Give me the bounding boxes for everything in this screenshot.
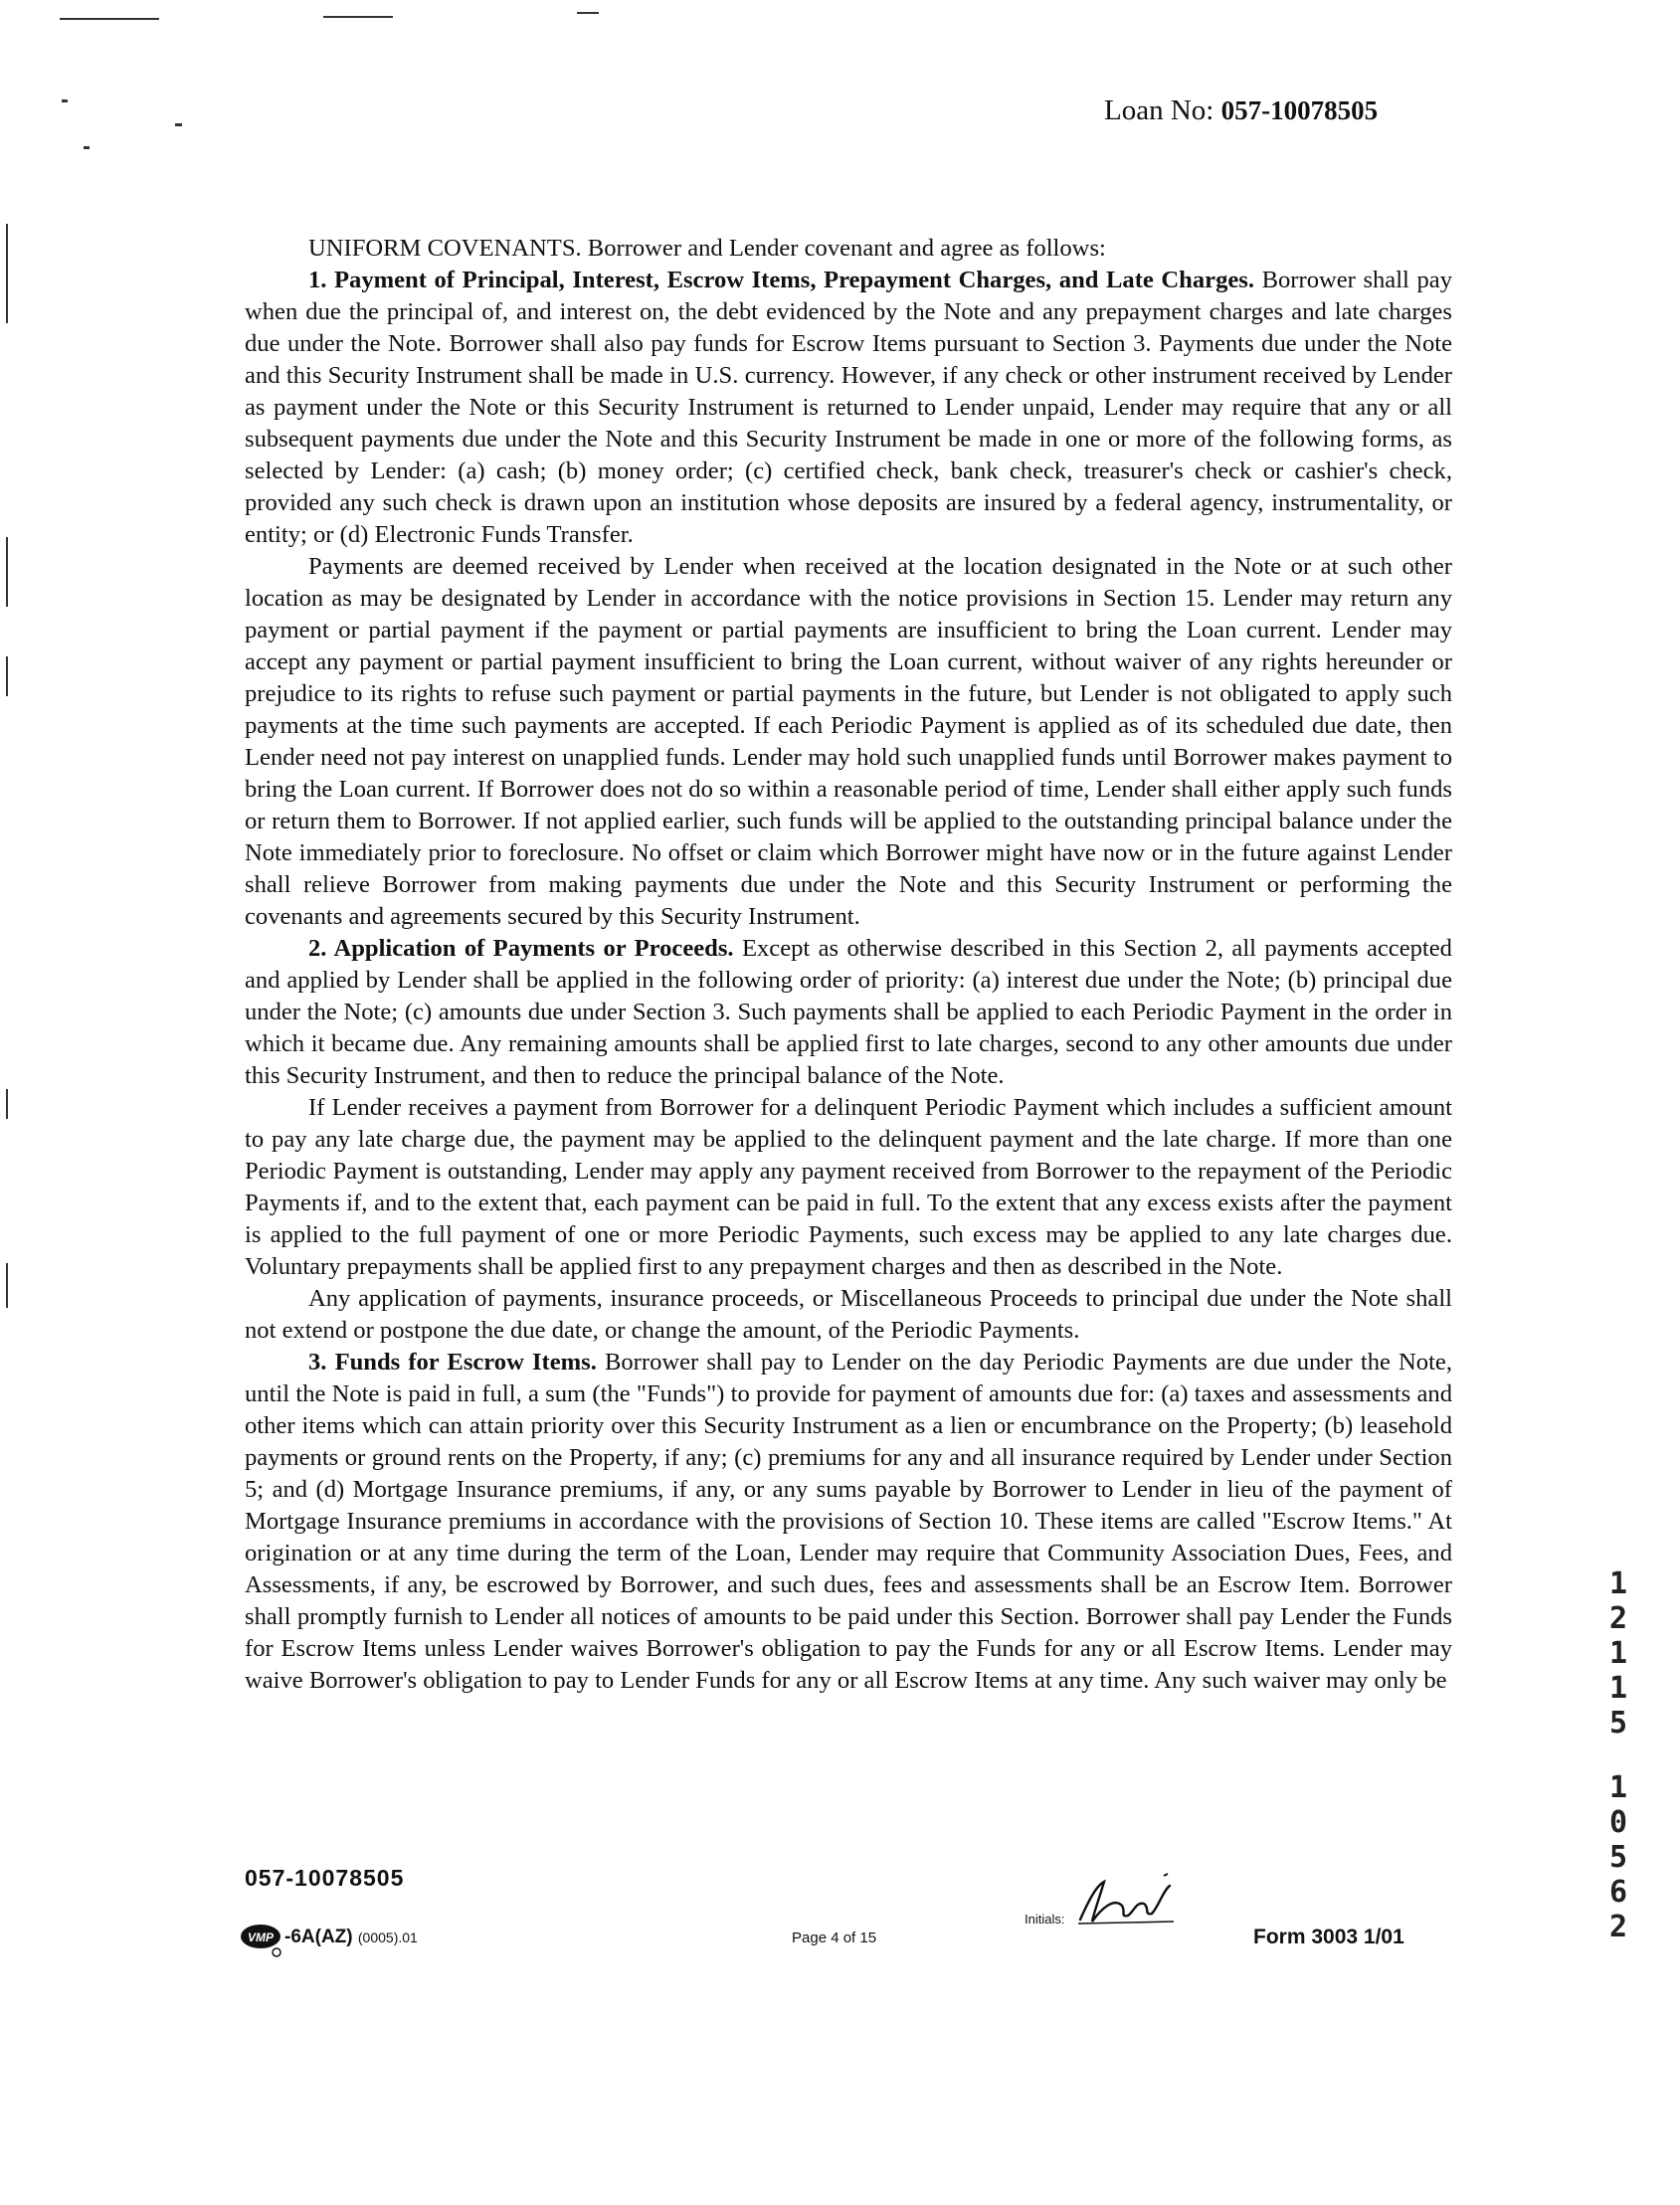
section-2-paragraph-3: Any application of payments, insurance proceeds, or Miscellaneous Proceeds to principal due under the Note shall not extend or postpone the due date, or change the amount, of the Periodic Payments. (245, 1285, 1452, 1344)
side-stamp-lower (1603, 1770, 1633, 1944)
section-3-paragraph (245, 1347, 1452, 1697)
stamp-digit: 0 (1608, 1805, 1628, 1840)
initials-signature (1074, 1872, 1184, 1928)
section-2-heading: 2. Application of Payments or Proceeds. (308, 935, 734, 962)
scan-artifact-line (60, 18, 159, 20)
side-stamp-upper (1603, 1566, 1633, 1741)
scan-artifact-line (323, 16, 393, 18)
section-2-paragraph (245, 933, 1452, 1092)
uniform-covenants-intro: UNIFORM COVENANTS. Borrower and Lender covenant and agree as follows: (308, 235, 1106, 262)
section-3-heading: 3. Funds for Escrow Items. (308, 1349, 597, 1376)
form-number: Form 3003 1/01 (1253, 1926, 1404, 1948)
stamp-digit: 2 (1608, 1910, 1628, 1944)
scan-artifact-dot (84, 146, 90, 149)
scan-artifact-line (6, 1089, 8, 1119)
stamp-digit: 1 (1608, 1671, 1628, 1706)
section-1-text: Borrower shall pay when due the principal of, and interest on, the debt evidenced by the Note and any prepayment charges and late charges due under the Note. Borrower shall also pay funds for Escrow Items pursuant to Section 3. Payments due under the Note and this Security Instrument shall be made in U.S. currency. However, if any check or other instrument received by Lender as payment under the Note or this Security Instrument is returned to Lender unpaid, Lender may require that any or all subsequent payments due under the Note and this Security Instrument be made in one or more of the following forms, as selected by Lender: (a) cash; (b) money order; (c) certified check, bank check, treasurer's check or cashier's check, provided any such check is drawn upon an institution whose deposits are insured by a federal agency, instrumentality, or entity; or (d) Electronic Funds Transfer. (245, 267, 1452, 548)
scan-artifact-line (577, 12, 599, 14)
page-number: Page 4 of 15 (792, 1929, 877, 1946)
section-1-paragraph-2: Payments are deemed received by Lender when received at the location designated in the Note or at such other location as may be designated by Lender in accordance with the notice provisions in Section 15. Lender may return any payment or partial payment if the payment or partial payments are insufficient to bring the Loan current. Lender may accept any payment or partial payment insufficient to bring the Loan current, without waiver of any rights hereunder or prejudice to its rights to refuse such payment or partial payments in the future, but Lender is not obligated to apply such payments at the time such payments are accepted. If each Periodic Payment is applied as of its scheduled due date, then Lender need not pay interest on unapplied funds. Lender may hold such unapplied funds until Borrower makes payment to bring the Loan current. If Borrower does not do so within a reasonable period of time, Lender shall either apply such funds or return them to Borrower. If not applied earlier, such funds will be applied to the outstanding principal balance under the Note immediately prior to foreclosure. No offset or claim which Borrower might have now or in the future against Lender shall relieve Borrower from making payments due under the Note and this Security Instrument or performing the covenants and agreements secured by this Security Instrument. (245, 553, 1452, 930)
stamp-digit: 2 (1608, 1601, 1628, 1636)
stamp-digit: 6 (1608, 1875, 1628, 1910)
scan-artifact-line (6, 656, 8, 696)
svg-text:VMP: VMP (247, 1930, 275, 1944)
stamp-digit: 1 (1608, 1566, 1628, 1601)
scan-artifact-line (6, 224, 8, 323)
scan-artifact-dot (62, 99, 68, 102)
loan-number-header (1104, 94, 1378, 127)
vmp-version: (0005).01 (357, 1929, 418, 1945)
document-body (245, 233, 1452, 1697)
loan-number-label: Loan No: (1104, 94, 1214, 126)
vmp-form-code (284, 1927, 418, 1948)
section-2-paragraph-2: If Lender receives a payment from Borrower for a delinquent Periodic Payment which includes a sufficient amount to pay any late charge due, the payment may be applied to the delinquent payment and the late charge. If more than one Periodic Payment is outstanding, Lender may apply any payment received from Borrower to the repayment of the Periodic Payments if, and to the extent that, each payment can be paid in full. To the extent that any excess exists after the payment is applied to the full payment of one or more Periodic Payments, such excess may be applied to any late charges due. Voluntary prepayments shall be applied first to any prepayment charges and then as described in the Note. (245, 1094, 1452, 1280)
stamp-digit: 5 (1608, 1706, 1628, 1741)
scan-artifact-dot (175, 123, 182, 126)
stamp-digit: 1 (1608, 1636, 1628, 1671)
loan-number-value: 057-10078505 (1220, 95, 1379, 125)
vmp-code: -6A(AZ) (284, 1927, 353, 1947)
stamp-digit: 1 (1608, 1770, 1628, 1805)
scan-artifact-line (6, 1263, 8, 1308)
section-1-paragraph (245, 265, 1452, 551)
page-footer (239, 1912, 1472, 1959)
section-1-heading: 1. Payment of Principal, Interest, Escrow Items, Prepayment Charges, and Late Charges. (308, 267, 1255, 293)
section-3-text: Borrower shall pay to Lender on the day Periodic Payments are due under the Note, until the Note is paid in full, a sum (the "Funds") to provide for payment of amounts due for: (a) taxes and assessments and other items which can attain priority over this Security Instrument as a lien or encumbrance on the Property; (b) leasehold payments or ground rents on the Property, if any; (c) premiums for any and all insurance required by Lender under Section 5; and (d) Mortgage Insurance premiums, if any, or any sums payable by Borrower to Lender in lieu of the payment of Mortgage Insurance premiums in accordance with the provisions of Section 10. These items are called "Escrow Items." At origination or at any time during the term of the Loan, Lender may require that Community Association Dues, Fees, and Assessments, if any, be escrowed by Borrower, and such dues, fees and assessments shall be an Escrow Item. Borrower shall promptly furnish to Lender all notices of amounts to be paid under this Section. Borrower shall pay Lender the Funds for Escrow Items unless Lender waives Borrower's obligation to pay the Funds for any or all Escrow Items. Lender may waive Borrower's obligation to pay to Lender Funds for any or all Escrow Items at any time. Any such waiver may only be (245, 1349, 1452, 1694)
initials-label: Initials: (1025, 1912, 1065, 1927)
footer-form-id: 057-10078505 (245, 1865, 405, 1891)
stamp-digit: 5 (1608, 1840, 1628, 1875)
section-2-text: Except as otherwise described in this Section 2, all payments accepted and applied by Lender shall be applied in the following order of priority: (a) interest due under the Note; (b) principal due under the Note; (c) amounts due under Section 3. Such payments shall be applied to each Periodic Payment in the order in which it became due. Any remaining amounts shall be applied first to late charges, second to any other amounts due under this Security Instrument, and then to reduce the principal balance of the Note. (245, 935, 1452, 1089)
vmp-logo-icon (239, 1920, 284, 1959)
scan-artifact-line (6, 537, 8, 607)
